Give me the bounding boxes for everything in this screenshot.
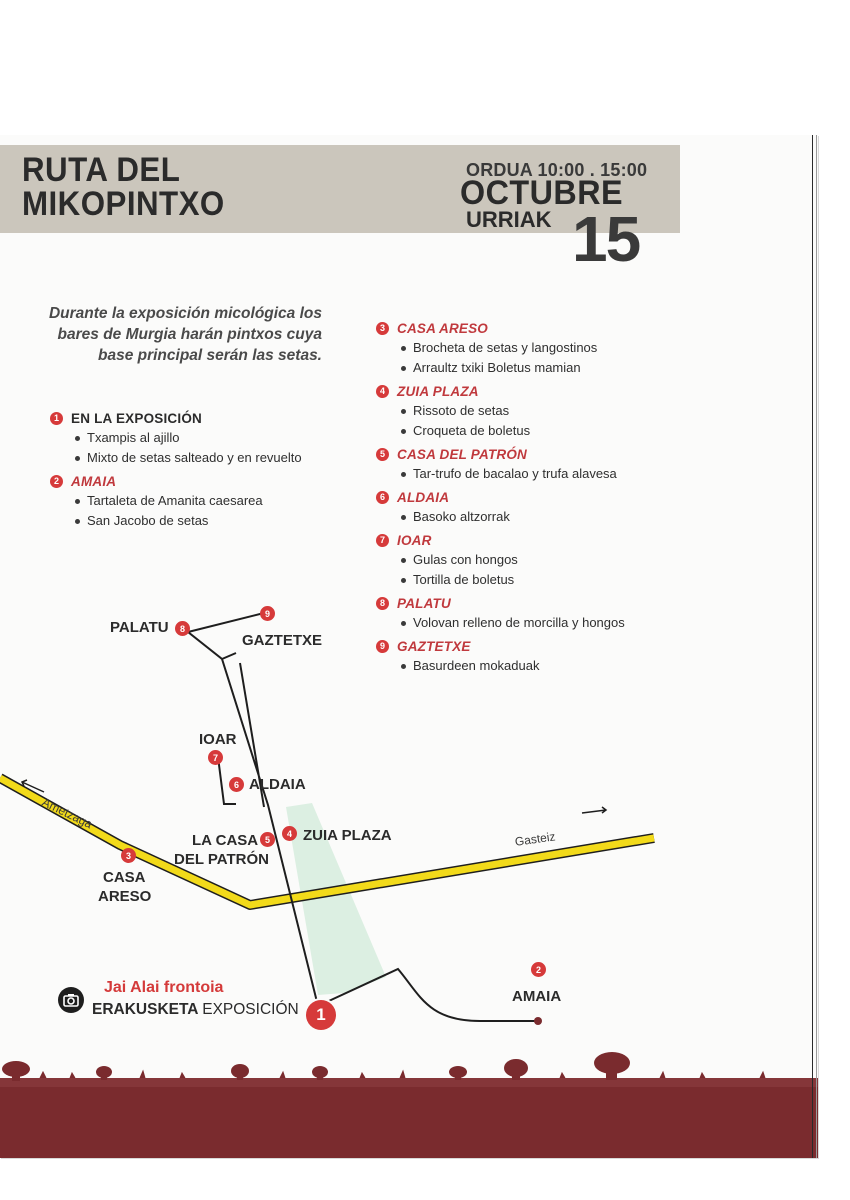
dish-name: Txampis al ajillo bbox=[87, 430, 180, 445]
venue-name: EN LA EXPOSICIÓN bbox=[71, 410, 202, 426]
pin-4: 4 bbox=[282, 826, 297, 841]
page-edge bbox=[816, 135, 817, 1158]
month-eu: URRIAK bbox=[466, 207, 552, 232]
intro-text: Durante la exposición micológica los bares de Murgia harán pintxos cuya base principal serán las setas. bbox=[48, 305, 322, 364]
venue-number: 7 bbox=[376, 534, 389, 547]
map-label-zuia-plaza: ZUIA PLAZA bbox=[303, 827, 392, 844]
mushroom-icon bbox=[96, 1066, 112, 1080]
hours-text: ORDUA 10:00 . 15:00 bbox=[466, 160, 648, 180]
map-label-amaia: AMAIA bbox=[512, 988, 562, 1005]
dish-name: Tar-trufo de bacalao y trufa alavesa bbox=[413, 466, 617, 481]
month-es: OCTUBRE bbox=[460, 174, 624, 212]
exposicion-label bbox=[92, 1001, 299, 1019]
expo-eu: ERAKUSKETA bbox=[92, 1001, 198, 1018]
dish-name: Basurdeen mokaduak bbox=[413, 658, 540, 673]
dish-name: San Jacobo de setas bbox=[87, 513, 209, 528]
dish-name: Tortilla de boletus bbox=[413, 572, 515, 587]
mushroom-icon bbox=[231, 1064, 249, 1080]
dish-name: Rissoto de setas bbox=[413, 403, 510, 418]
expo-es: EXPOSICIÓN bbox=[202, 1001, 299, 1018]
dish-name: Mixto de setas salteado y en revuelto bbox=[87, 450, 302, 465]
map-label-gaztetxe: GAZTETXE bbox=[242, 632, 323, 649]
flyer-sheet bbox=[0, 135, 818, 1158]
venue-number: 2 bbox=[50, 475, 63, 488]
venue-name: CASA ARESO bbox=[397, 320, 489, 336]
ground-footer bbox=[0, 1035, 818, 1158]
pin-5: 5 bbox=[260, 832, 275, 847]
venue-name: ALDAIA bbox=[397, 489, 450, 505]
pin-7: 7 bbox=[208, 750, 223, 765]
dish-name: Croqueta de boletus bbox=[413, 423, 531, 438]
pin-2: 2 bbox=[531, 962, 546, 977]
road-label-ametzaga: Ametzaga bbox=[39, 795, 95, 832]
dish-name: Gulas con hongos bbox=[413, 552, 518, 567]
map-label-del-patron: DEL PATRÓN bbox=[174, 851, 270, 868]
map-label-areso: ARESO bbox=[98, 888, 152, 905]
map-label-la-casa: LA CASA bbox=[192, 832, 259, 849]
map-label-casa: CASA bbox=[103, 869, 146, 886]
mushroom-icon bbox=[594, 1052, 630, 1080]
day-number: 15 bbox=[572, 203, 640, 275]
venue-number: 8 bbox=[376, 597, 389, 610]
venue-name: AMAIA bbox=[71, 473, 117, 489]
pin-1: 1 bbox=[306, 1000, 336, 1030]
dish-name: Volovan relleno de morcilla y hongos bbox=[413, 615, 625, 630]
map-label-palatu: PALATU bbox=[110, 619, 169, 636]
map-label-ioar: IOAR bbox=[199, 731, 237, 748]
venue-number: 5 bbox=[376, 448, 389, 461]
map-label-aldaia: ALDAIA bbox=[249, 776, 306, 793]
title-line-2: MIKOPINTXO bbox=[22, 185, 225, 223]
venue-number: 6 bbox=[376, 491, 389, 504]
mushroom-icon bbox=[449, 1066, 467, 1080]
pin-3: 3 bbox=[121, 848, 136, 863]
venue-name: PALATU bbox=[397, 595, 451, 611]
pin-6: 6 bbox=[229, 777, 244, 792]
pin-8: 8 bbox=[175, 621, 190, 636]
mushroom-icon bbox=[504, 1059, 528, 1080]
venue-name: IOAR bbox=[397, 532, 432, 548]
dish-name: Tartaleta de Amanita caesarea bbox=[87, 493, 263, 508]
frontoia-label: Jai Alai frontoia bbox=[104, 979, 224, 996]
road-label-gasteiz: Gasteiz bbox=[514, 829, 557, 849]
venue-number: 4 bbox=[376, 385, 389, 398]
title-line-1: RUTA DEL bbox=[22, 151, 181, 189]
mushroom-icon bbox=[312, 1066, 328, 1080]
venue-name: ZUIA PLAZA bbox=[397, 383, 479, 399]
pin-9: 9 bbox=[260, 606, 275, 621]
venue-number: 1 bbox=[50, 412, 63, 425]
venue-name: CASA DEL PATRÓN bbox=[397, 446, 528, 462]
venue-name: GAZTETXE bbox=[397, 638, 471, 654]
dish-name: Brocheta de setas y langostinos bbox=[413, 340, 598, 355]
camera-icon bbox=[58, 987, 84, 1013]
venue-number: 9 bbox=[376, 640, 389, 653]
venue-number: 3 bbox=[376, 322, 389, 335]
page-edge bbox=[812, 135, 813, 1158]
dish-name: Basoko altzorrak bbox=[413, 509, 510, 524]
dish-name: Arraultz txiki Boletus mamian bbox=[413, 360, 581, 375]
